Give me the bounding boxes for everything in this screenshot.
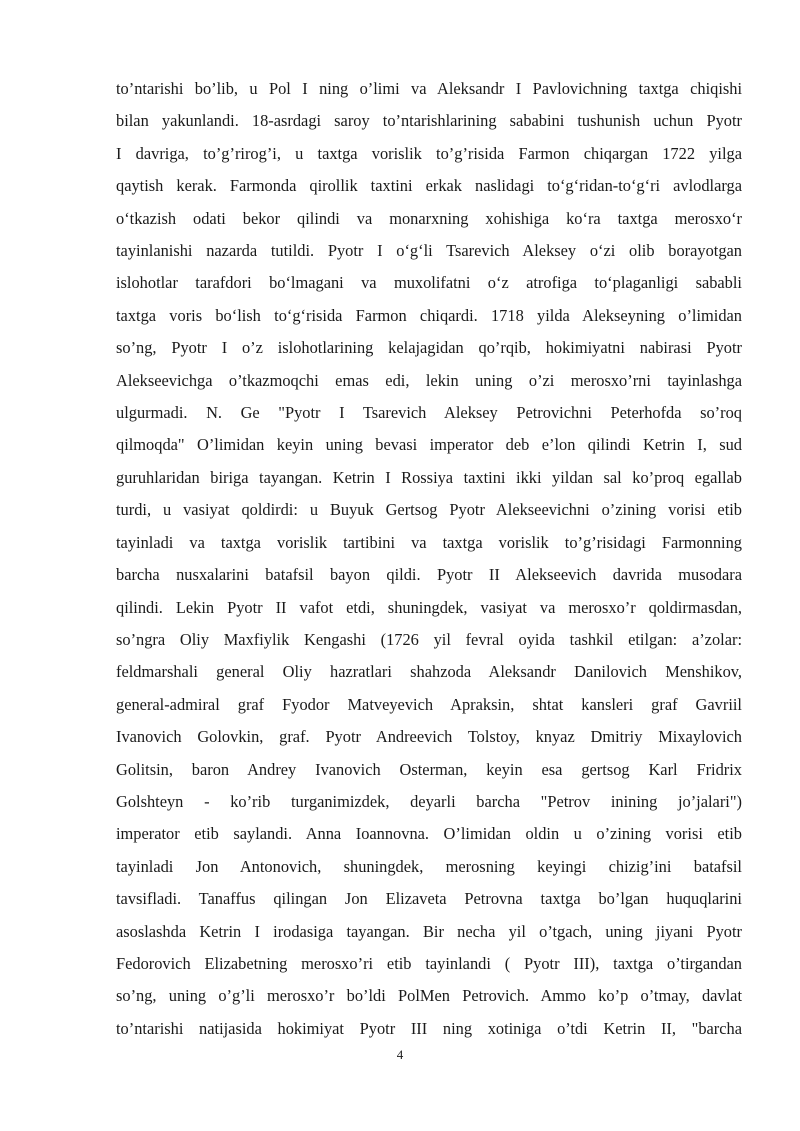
text-line: tavsifladi. Tanaffus qilingan Jon Elizaveta Petrovna taxtga bo’lgan huquqlarini [116,889,742,909]
text-line: qaytish kerak. Farmonda qirollik taxtini erkak naslidagi to‘g‘ridan-to‘g‘ri avlodlarga [116,176,742,196]
page-number: 4 [396,1047,404,1062]
text-line: so’ng, uning o’g’li merosxo’r bo’ldi PolMen Petrovich. Ammo ko’p o’tmay, davlat [116,986,742,1006]
text-line: general-admiral graf Fyodor Matveyevich Apraksin, shtat kansleri graf Gavriil [116,694,742,714]
text-line: I davriga, to’g’rirog’i, u taxtga vorislik to’g’risida Farmon chiqargan 1722 yilga [116,143,742,163]
text-line: taxtga voris bo‘lish to‘g‘risida Farmon chiqardi. 1718 yilda Alekseyning o’limidan [116,305,742,325]
text-line: asoslashda Ketrin I irodasiga tayangan. Bir necha yil o’tgach, uning jiyani Pyotr [116,921,742,941]
text-line: bilan yakunlandi. 18-asrdagi saroy to’ntarishlarining sababini tushunish uchun Pyotr [116,111,742,131]
text-line: Fedorovich Elizabetning merosxo’ri etib tayinlandi ( Pyotr III), taxtga o’tirgandan [116,953,742,973]
text-line: turdi, u vasiyat qoldirdi: u Buyuk Gertsog Pyotr Alekseevichni o’zining vorisi etib [116,500,742,520]
text-line: Ivanovich Golovkin, graf. Pyotr Andreevich Tolstoy, knyaz Dmitriy Mixaylovich [116,727,742,747]
text-line: Golshteyn - ko’rib turganimizdek, deyarli barcha "Petrov inining jo’jalari") [116,791,742,811]
text-line: so’ng, Pyotr I o’z islohotlarining kelajagidan qo’rqib, hokimiyatni nabirasi Pyotr [116,338,742,358]
text-line: tayinladi va taxtga vorislik tartibini va taxtga vorislik to’g’risidagi Farmonning [116,532,742,552]
text-line: tayinladi Jon Antonovich, shuningdek, merosning keyingi chizig’ini batafsil [116,856,742,876]
text-line: barcha nusxalarini batafsil bayon qildi. Pyotr II Alekseevich davrida musodara [116,565,742,585]
text-line: guruhlaridan biriga tayangan. Ketrin I Rossiya taxtini ikki yildan sal ko’proq egallab [116,467,742,487]
text-line: imperator etib saylandi. Anna Ioannovna. O’limidan oldin u o’zining vorisi etib [116,824,742,844]
text-line: qilmoqda" O’limidan keyin uning bevasi imperator deb e’lon qilindi Ketrin I, sud [116,435,742,455]
text-line: Alekseevichga o’tkazmoqchi emas edi, lekin uning o’zi merosxo’rni tayinlashga [116,370,742,390]
text-line: islohotlar tarafdori bo‘lmagani va muxolifatni o‘z atrofiga to‘plaganligi sababli [116,273,742,293]
text-line: qilindi. Lekin Pyotr II vafot etdi, shuningdek, vasiyat va merosxo’r qoldirmasdan, [116,597,742,617]
text-line: Golitsin, baron Andrey Ivanovich Osterman, keyin esa gertsog Karl Fridrix [116,759,742,779]
text-line: so’ngra Oliy Maxfiylik Kengashi (1726 yil fevral oyida tashkil etilgan: a’zolar: [116,629,742,649]
text-line: tayinlanishi nazarda tutildi. Pyotr I o‘g‘li Tsarevich Aleksey o‘zi olib borayotgan [116,241,742,261]
text-line: ulgurmadi. N. Ge "Pyotr I Tsarevich Aleksey Petrovichni Peterhofda so’roq [116,403,742,423]
text-line: to’ntarishi natijasida hokimiyat Pyotr III ning xotiniga o’tdi Ketrin II, "barcha [116,1018,742,1038]
text-line: o‘tkazish odati bekor qilindi va monarxning xohishiga ko‘ra taxtga merosxo‘r [116,208,742,228]
text-line: to’ntarishi bo’lib, u Pol I ning o’limi va Aleksandr I Pavlovichning taxtga chiqishi [116,79,742,98]
body-paragraph [116,73,742,1045]
text-line: feldmarshali general Oliy hazratlari shahzoda Aleksandr Danilovich Menshikov, [116,662,742,682]
